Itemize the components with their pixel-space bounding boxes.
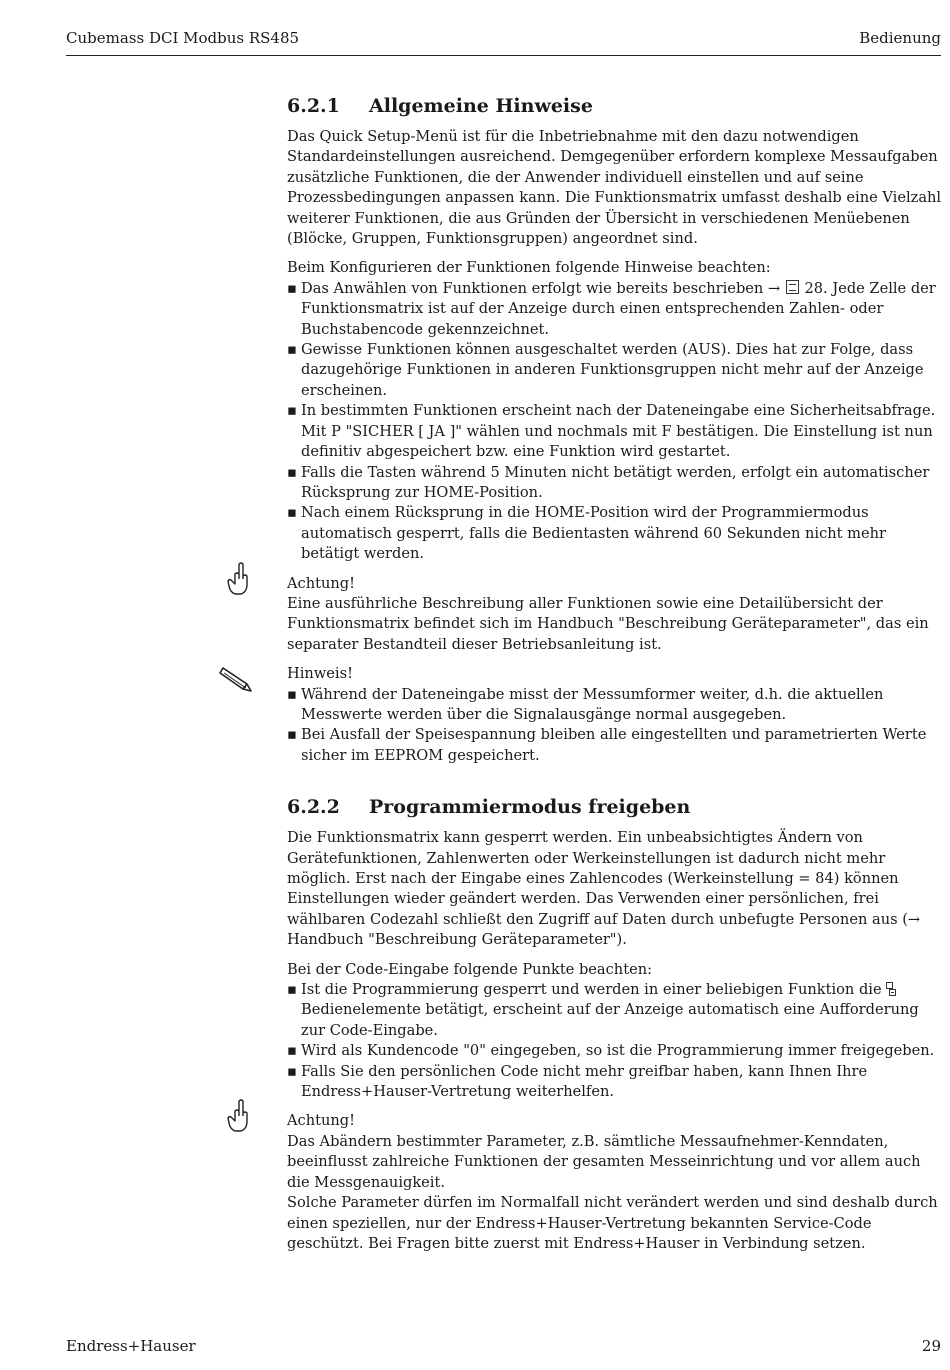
running-header-section: Bedienung	[859, 29, 941, 47]
page-number: 29	[921, 1337, 941, 1355]
caution-text: Solche Parameter dürfen im Normalfall nicht verändert werden und sind deshalb durch einen speziellen, nur der Endress+Hauser-Vertretung bekannten Service-Code geschützt. Bei Fragen bitte zuerst mit Endress+Hauser in Verbindung setzen.	[287, 1194, 938, 1252]
section-title: Programmiermodus freigeben	[369, 796, 691, 819]
list-item: ▪ Falls Sie den persönlichen Code nicht mehr greifbar haben, kann Ihnen Ihre Endress+Hauser-Vertretung weiterhelfen.	[287, 1062, 942, 1103]
list-item: ▪ Gewisse Funktionen können ausgeschaltet werden (AUS). Dies hat zur Folge, dass dazugehörige Funktionen in anderen Funktionsgruppen nicht mehr auf der Anzeige erscheinen.	[287, 340, 942, 401]
pointing-hand-icon	[219, 560, 259, 600]
list-item: ▪ In bestimmten Funktionen erscheint nach der Dateneingabe eine Sicherheitsabfrage. Mit P "SICHER [ JA ]" wählen und nochmals mit F bestätigen. Die Einstellung ist nun definitiv abgespeichert bzw. eine Funktion wird gestartet.	[287, 401, 942, 462]
caution-note	[287, 574, 942, 656]
list-item: ▪ Während der Dateneingabe misst der Messumformer weiter, d.h. die aktuellen Messwerte werden über die Signalausgänge normal ausgegeben.	[287, 685, 942, 726]
pencil-icon	[217, 658, 257, 698]
caution-text: Das Abändern bestimmter Parameter, z.B. sämtliche Messaufnehmer-Kenndaten, beeinflusst zahlreiche Funktionen der gesamten Messeinrichtung und vor allem auch die Messgenauigkeit.	[287, 1132, 921, 1191]
code-entry-list	[287, 980, 942, 1102]
list-item: ▪ Bei Ausfall der Speisespannung bleiben alle eingestellten und parametrierten Werte sicher im EEPROM gespeichert.	[287, 725, 942, 766]
caution-label: Achtung!	[287, 574, 355, 592]
footer-brand: Endress+Hauser	[66, 1337, 196, 1355]
page-content	[287, 93, 942, 1254]
list-item: ▪ Falls die Tasten während 5 Minuten nicht betätigt werden, erfolgt ein automatischer Rücksprung zur HOME-Position.	[287, 463, 942, 504]
section-number: 6.2.1	[287, 95, 340, 117]
section-heading-6-2-1	[287, 93, 942, 119]
hint-label: Hinweis!	[287, 665, 353, 683]
list-item: ▪ Ist die Programmierung gesperrt und werden in einer beliebigen Funktion die Bedienelemente betätigt, erscheint auf der Anzeige automatisch eine Aufforderung zur Code-Eingabe.	[287, 980, 942, 1041]
header-rule	[66, 55, 941, 56]
list-item: ▪ Das Anwählen von Funktionen erfolgt wie bereits beschrieben → 28. Jede Zelle der Funktionsmatrix ist auf der Anzeige durch einen entsprechenden Zahlen- oder Buchstabencode gekennzeichnet.	[287, 279, 942, 340]
intro-paragraph: Die Funktionsmatrix kann gesperrt werden. Ein unbeabsichtigtes Ändern von Gerätefunktionen, Zahlenwerten oder Werkeinstellungen ist dadurch nicht mehr möglich. Erst nach der Eingabe eines Zahlencodes (Werkeinstellung = 84) können Einstellungen wieder geändert werden. Das Verwenden einer persönlichen, frei wählbaren Codezahl schließt den Zugriff auf Daten durch unbefugte Personen aus (→ Handbuch "Beschreibung Geräteparameter").	[287, 829, 921, 949]
caution-note	[287, 1111, 942, 1254]
list-intro: Bei der Code-Eingabe folgende Punkte beachten:	[287, 960, 653, 978]
section-title: Allgemeine Hinweise	[369, 95, 593, 117]
hint-note	[287, 664, 942, 766]
operating-keys-icon	[886, 982, 896, 996]
hint-note-list	[287, 685, 942, 767]
running-header-title: Cubemass DCI Modbus RS485	[66, 29, 300, 47]
section-number: 6.2.2	[287, 796, 340, 819]
page-reference-icon	[786, 280, 799, 294]
list-intro: Beim Konfigurieren der Funktionen folgende Hinweise beachten:	[287, 259, 771, 277]
list-item: ▪ Nach einem Rücksprung in die HOME-Position wird der Programmiermodus automatisch gesperrt, falls die Bedientasten während 60 Sekunden nicht mehr betätigt werden.	[287, 503, 942, 564]
caution-label: Achtung!	[287, 1112, 355, 1130]
section-heading-6-2-2	[287, 794, 942, 820]
caution-text: Eine ausführliche Beschreibung aller Funktionen sowie eine Detailübersicht der Funktionsmatrix befindet sich im Handbuch "Beschreibung Geräteparameter", das ein separater Bestandteil dieser Betriebsanleitung ist.	[287, 594, 929, 653]
list-item: ▪ Wird als Kundencode "0" eingegeben, so ist die Programmierung immer freigegeben.	[287, 1041, 942, 1061]
hint-list	[287, 279, 942, 565]
intro-paragraph: Das Quick Setup-Menü ist für die Inbetriebnahme mit den dazu notwendigen Standardeinstellungen ausreichend. Demgegenüber erfordern komplexe Messaufgaben zusätzliche Funktionen, die der Anwender individuell einstellen und auf seine Prozessbedingungen anpassen kann. Die Funktionsmatrix umfasst deshalb eine Vielzahl weiterer Funktionen, die aus Gründen der Übersicht in verschiedenen Menüebenen (Blöcke, Gruppen, Funktionsgruppen) angeordnet sind.	[287, 128, 942, 248]
pointing-hand-icon	[219, 1097, 259, 1137]
section-6-2-2	[287, 794, 942, 1254]
